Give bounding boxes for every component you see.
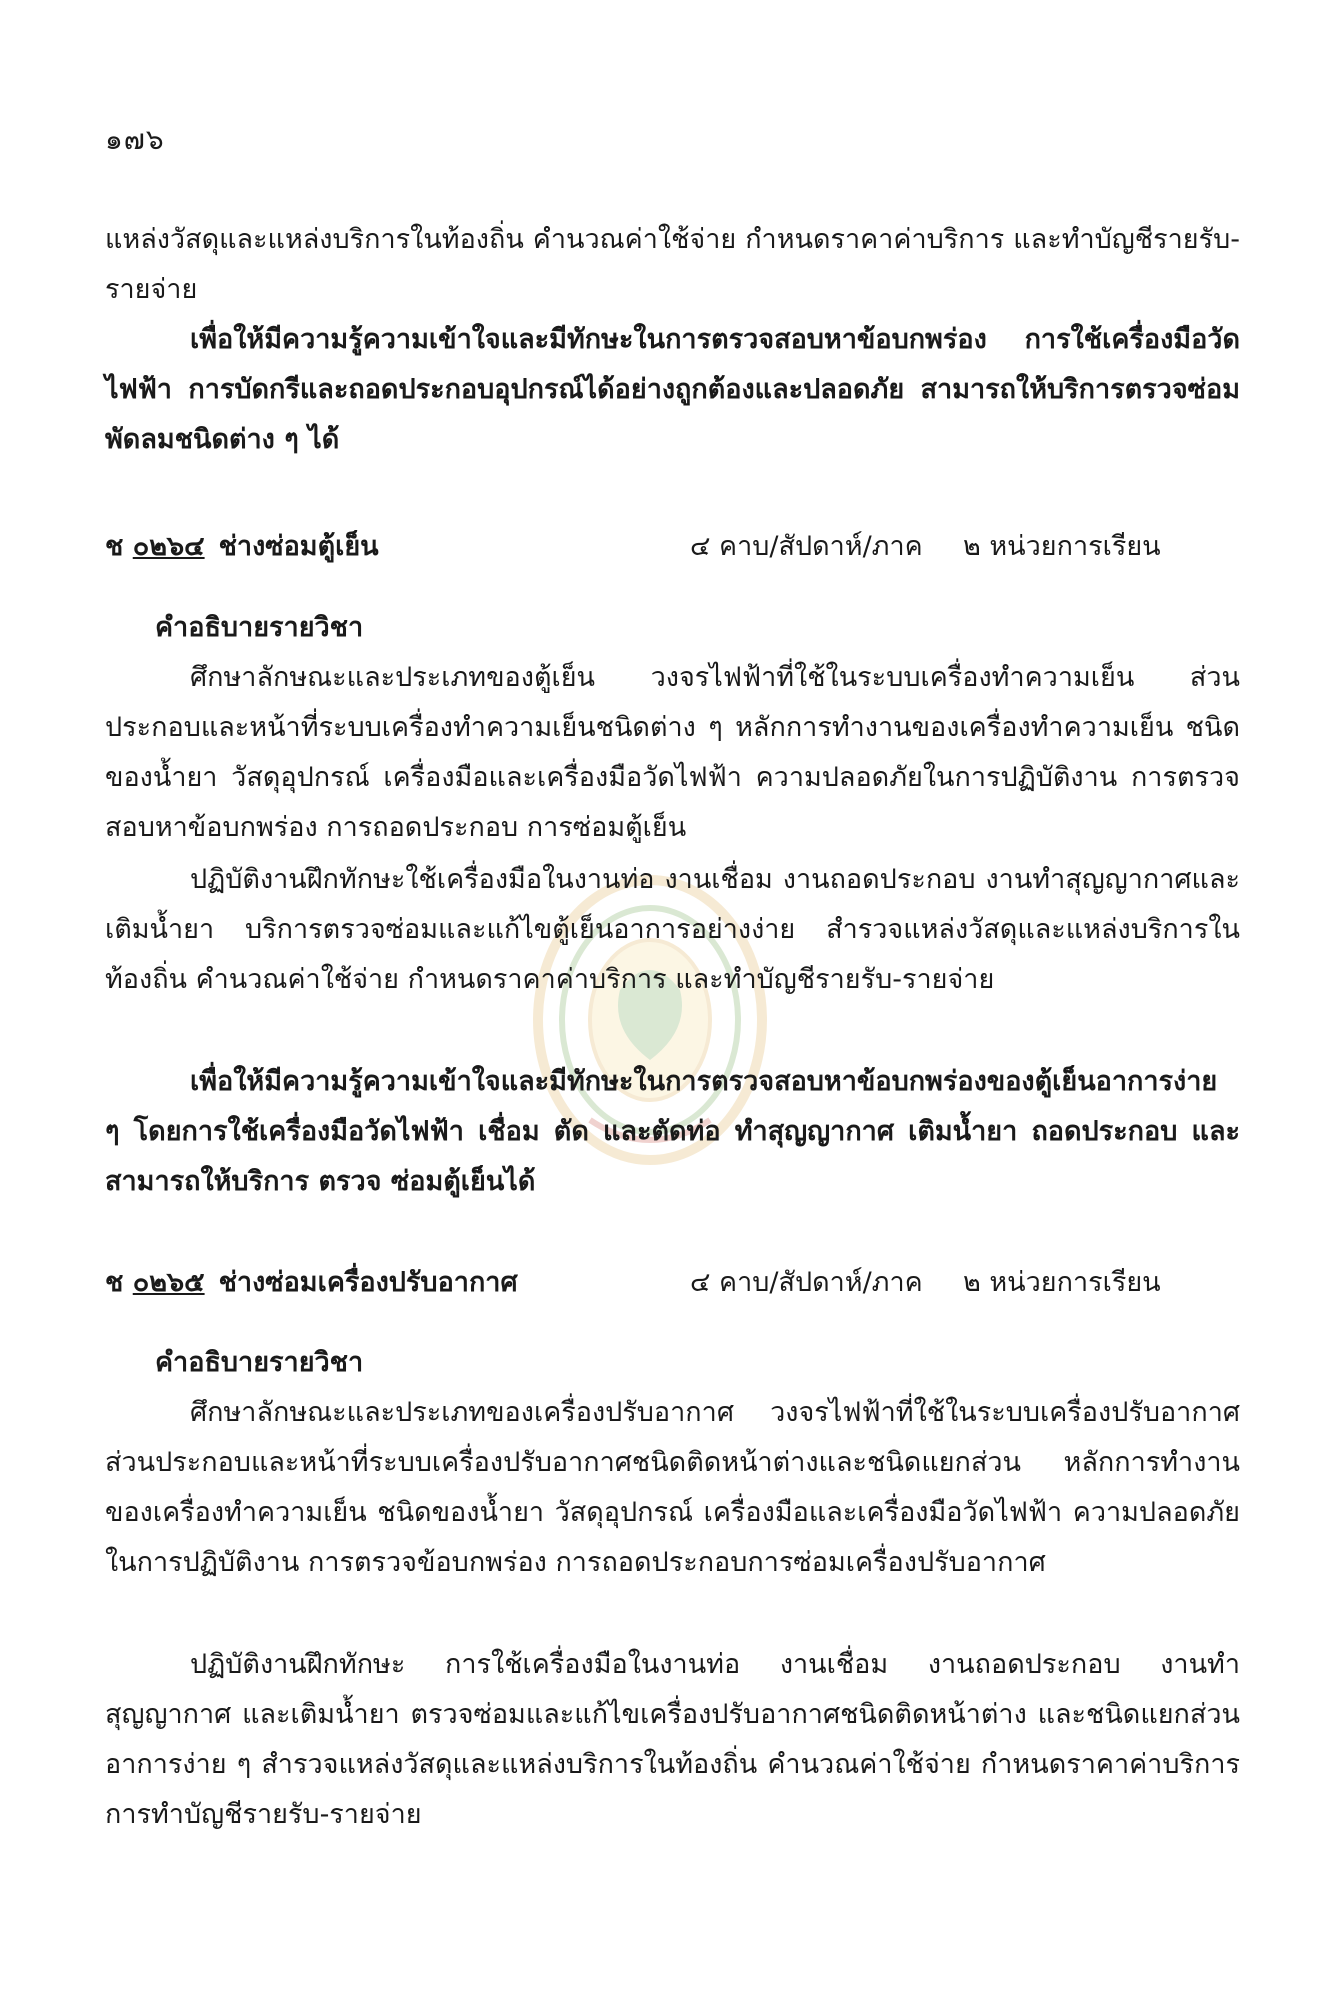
course-code-prefix: ช [105,531,133,562]
course-code-number: ๐๒๖๕ [132,1267,205,1298]
course-hours: ๔ คาบ/สัปดาห์/ภาค [690,1267,923,1298]
course-credits: ๒ หน่วยการเรียน [963,1267,1161,1298]
course-title: ช่างซ่อมเครื่องปรับอากาศ [218,1267,518,1298]
course-code-prefix: ช [105,1267,133,1298]
course-code-number: ๐๒๖๔ [132,531,205,562]
course-description-heading: คำอธิบายรายวิชา [155,1347,364,1378]
course-header-0265 [105,1258,1240,1308]
course-code [105,1267,205,1298]
course-code [105,531,205,562]
course-0265-paragraph-1: ศึกษาลักษณะและประเภทของเครื่องปรับอากาศ วงจรไฟฟ้าที่ใช้ในระบบเครื่องปรับอากาศ ส่วนประกอบและหน้าที่ระบบเครื่องปรับอากาศชนิดติดหน้าต่างและชนิดแยกส่วน หลักการทำงานของเครื่องทำความเย็น ชนิดของน้ำยา วัสดุอุปกรณ์ เครื่องมือและเครื่องมือวัดไฟฟ้า ความปลอดภัยในการปฏิบัติงาน การตรวจข้อบกพร่อง การถอดประกอบการซ่อมเครื่องปรับอากาศ [105,1397,1240,1578]
course-0264-paragraph-1: ศึกษาลักษณะและประเภทของตู้เย็น วงจรไฟฟ้าที่ใช้ในระบบเครื่องทำความเย็น ส่วนประกอบและหน้าที่ระบบเครื่องทำความเย็นชนิดต่าง ๆ หลักการทำงานของเครื่องทำความเย็น ชนิดของน้ำยา วัสดุอุปกรณ์ เครื่องมือและเครื่องมือวัดไฟฟ้า ความปลอดภัยในการปฏิบัติงาน การตรวจสอบหาข้อบกพร่อง การถอดประกอบ การซ่อมตู้เย็น [105,662,1240,843]
course-title: ช่างซ่อมตู้เย็น [218,531,379,562]
course-description-heading: คำอธิบายรายวิชา [155,612,364,643]
intro-paragraph-2: เพื่อให้มีความรู้ความเข้าใจและมีทักษะในการตรวจสอบหาข้อบกพร่อง การใช้เครื่องมือวัดไฟฟ้า การบัดกรีและถอดประกอบอุปกรณ์ได้อย่างถูกต้องและปลอดภัย สามารถให้บริการตรวจซ่อมพัดลมชนิดต่าง ๆ ได้ [105,324,1240,455]
course-0265-paragraph-2: ปฏิบัติงานฝึกทักษะ การใช้เครื่องมือในงานท่อ งานเชื่อม งานถอดประกอบ งานทำสุญญากาศ และเติมน้ำยา ตรวจซ่อมและแก้ไขเครื่องปรับอากาศชนิดติดหน้าต่าง และชนิดแยกส่วนอาการง่าย ๆ สำรวจแหล่งวัสดุและแหล่งบริการในท้องถิ่น คำนวณค่าใช้จ่าย กำหนดราคาค่าบริการ การทำบัญชีรายรับ-รายจ่าย [105,1649,1240,1830]
course-credits: ๒ หน่วยการเรียน [963,531,1161,562]
course-0264-paragraph-3: เพื่อให้มีความรู้ความเข้าใจและมีทักษะในการตรวจสอบหาข้อบกพร่องของตู้เย็นอาการง่าย ๆ โดยการใช้เครื่องมือวัดไฟฟ้า เชื่อม ตัด และตัดท่อ ทำสุญญากาศ เติมน้ำยา ถอดประกอบ และสามารถให้บริการ ตรวจ ซ่อมตู้เย็นได้ [105,1066,1240,1197]
course-hours: ๔ คาบ/สัปดาห์/ภาค [690,531,923,562]
page-number: ๑๗๖ [105,123,165,156]
course-0264-paragraph-2: ปฏิบัติงานฝึกทักษะใช้เครื่องมือในงานท่อ งานเชื่อม งานถอดประกอบ งานทำสุญญากาศและเติมน้ำยา บริการตรวจซ่อมและแก้ไขตู้เย็นอาการอย่างง่าย สำรวจแหล่งวัสดุและแหล่งบริการในท้องถิ่น คำนวณค่าใช้จ่าย กำหนดราคาค่าบริการ และทำบัญชีรายรับ-รายจ่าย [105,864,1240,995]
course-header-0264 [105,522,1240,572]
intro-paragraph-1: แหล่งวัสดุและแหล่งบริการในท้องถิ่น คำนวณค่าใช้จ่าย กำหนดราคาค่าบริการ และทำบัญชีรายรับ-รายจ่าย [105,224,1240,305]
